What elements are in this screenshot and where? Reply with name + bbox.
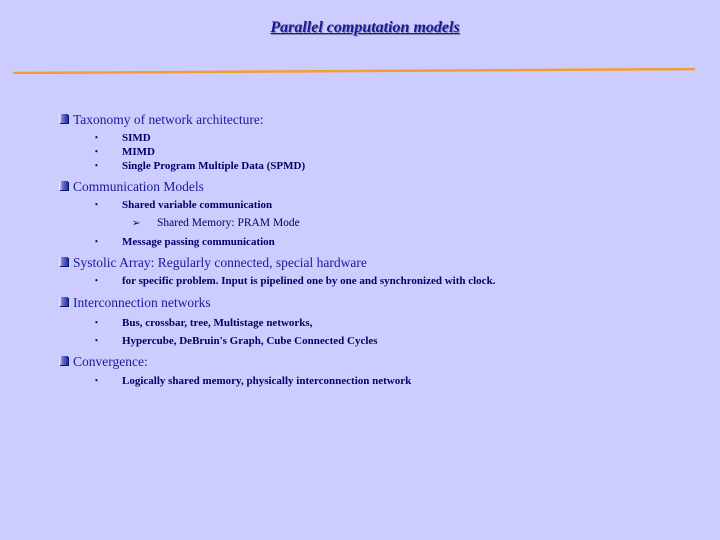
small-dot-bullet-icon: •	[95, 336, 98, 345]
list-item	[58, 274, 708, 288]
list-item-text: Bus, crossbar, tree, Multistage networks,	[122, 317, 313, 329]
small-dot-bullet-icon: •	[95, 133, 98, 142]
list-item-text: Shared variable communication	[122, 199, 273, 211]
section-heading	[58, 178, 708, 195]
small-dot-bullet-icon: •	[95, 200, 98, 209]
title-divider-line	[13, 68, 695, 74]
blue-square-bullet-icon	[59, 257, 68, 266]
list-item	[58, 145, 708, 159]
list-item	[58, 316, 708, 330]
list-item	[58, 374, 708, 388]
blue-square-bullet-icon	[59, 356, 68, 365]
section-heading	[58, 294, 708, 311]
list-item	[58, 235, 708, 249]
section-heading-text: Systolic Array: Regularly connected, special hardware	[73, 255, 367, 270]
small-dot-bullet-icon: •	[95, 318, 98, 327]
small-dot-bullet-icon: •	[95, 376, 98, 385]
sub-list-item	[58, 216, 708, 231]
slide-title: Parallel computation models	[270, 19, 460, 36]
slide-body	[58, 111, 708, 388]
section-heading	[58, 254, 708, 271]
blue-square-bullet-icon	[59, 297, 68, 306]
list-item	[58, 198, 708, 212]
list-item-text: SIMD	[122, 132, 151, 144]
sub-list-item-text: Shared Memory: PRAM Mode	[157, 217, 300, 229]
blue-square-bullet-icon	[59, 181, 68, 190]
section-heading	[58, 111, 708, 128]
section-heading	[58, 353, 708, 370]
list-item-text: Logically shared memory, physically interconnection network	[122, 375, 412, 387]
arrow-bullet-icon: ➢	[132, 218, 141, 229]
list-item	[58, 334, 708, 348]
blue-square-bullet-icon	[59, 114, 68, 123]
list-item-text: Hypercube, DeBruin's Graph, Cube Connected Cycles	[122, 335, 378, 347]
section-heading-text: Communication Models	[73, 179, 204, 194]
section-heading-text: Convergence:	[73, 354, 148, 369]
list-item-text: MIMD	[122, 146, 155, 158]
small-dot-bullet-icon: •	[95, 161, 98, 170]
small-dot-bullet-icon: •	[95, 237, 98, 246]
list-item	[58, 131, 708, 145]
small-dot-bullet-icon: •	[95, 147, 98, 156]
list-item-text: Single Program Multiple Data (SPMD)	[122, 160, 306, 172]
section-heading-text: Interconnection networks	[73, 295, 211, 310]
list-item	[58, 159, 708, 173]
section-heading-text: Taxonomy of network architecture:	[73, 112, 264, 127]
list-item-text: for specific problem. Input is pipelined one by one and synchronized with clock.	[122, 275, 496, 287]
small-dot-bullet-icon: •	[95, 276, 98, 285]
list-item-text: Message passing communication	[122, 236, 275, 248]
